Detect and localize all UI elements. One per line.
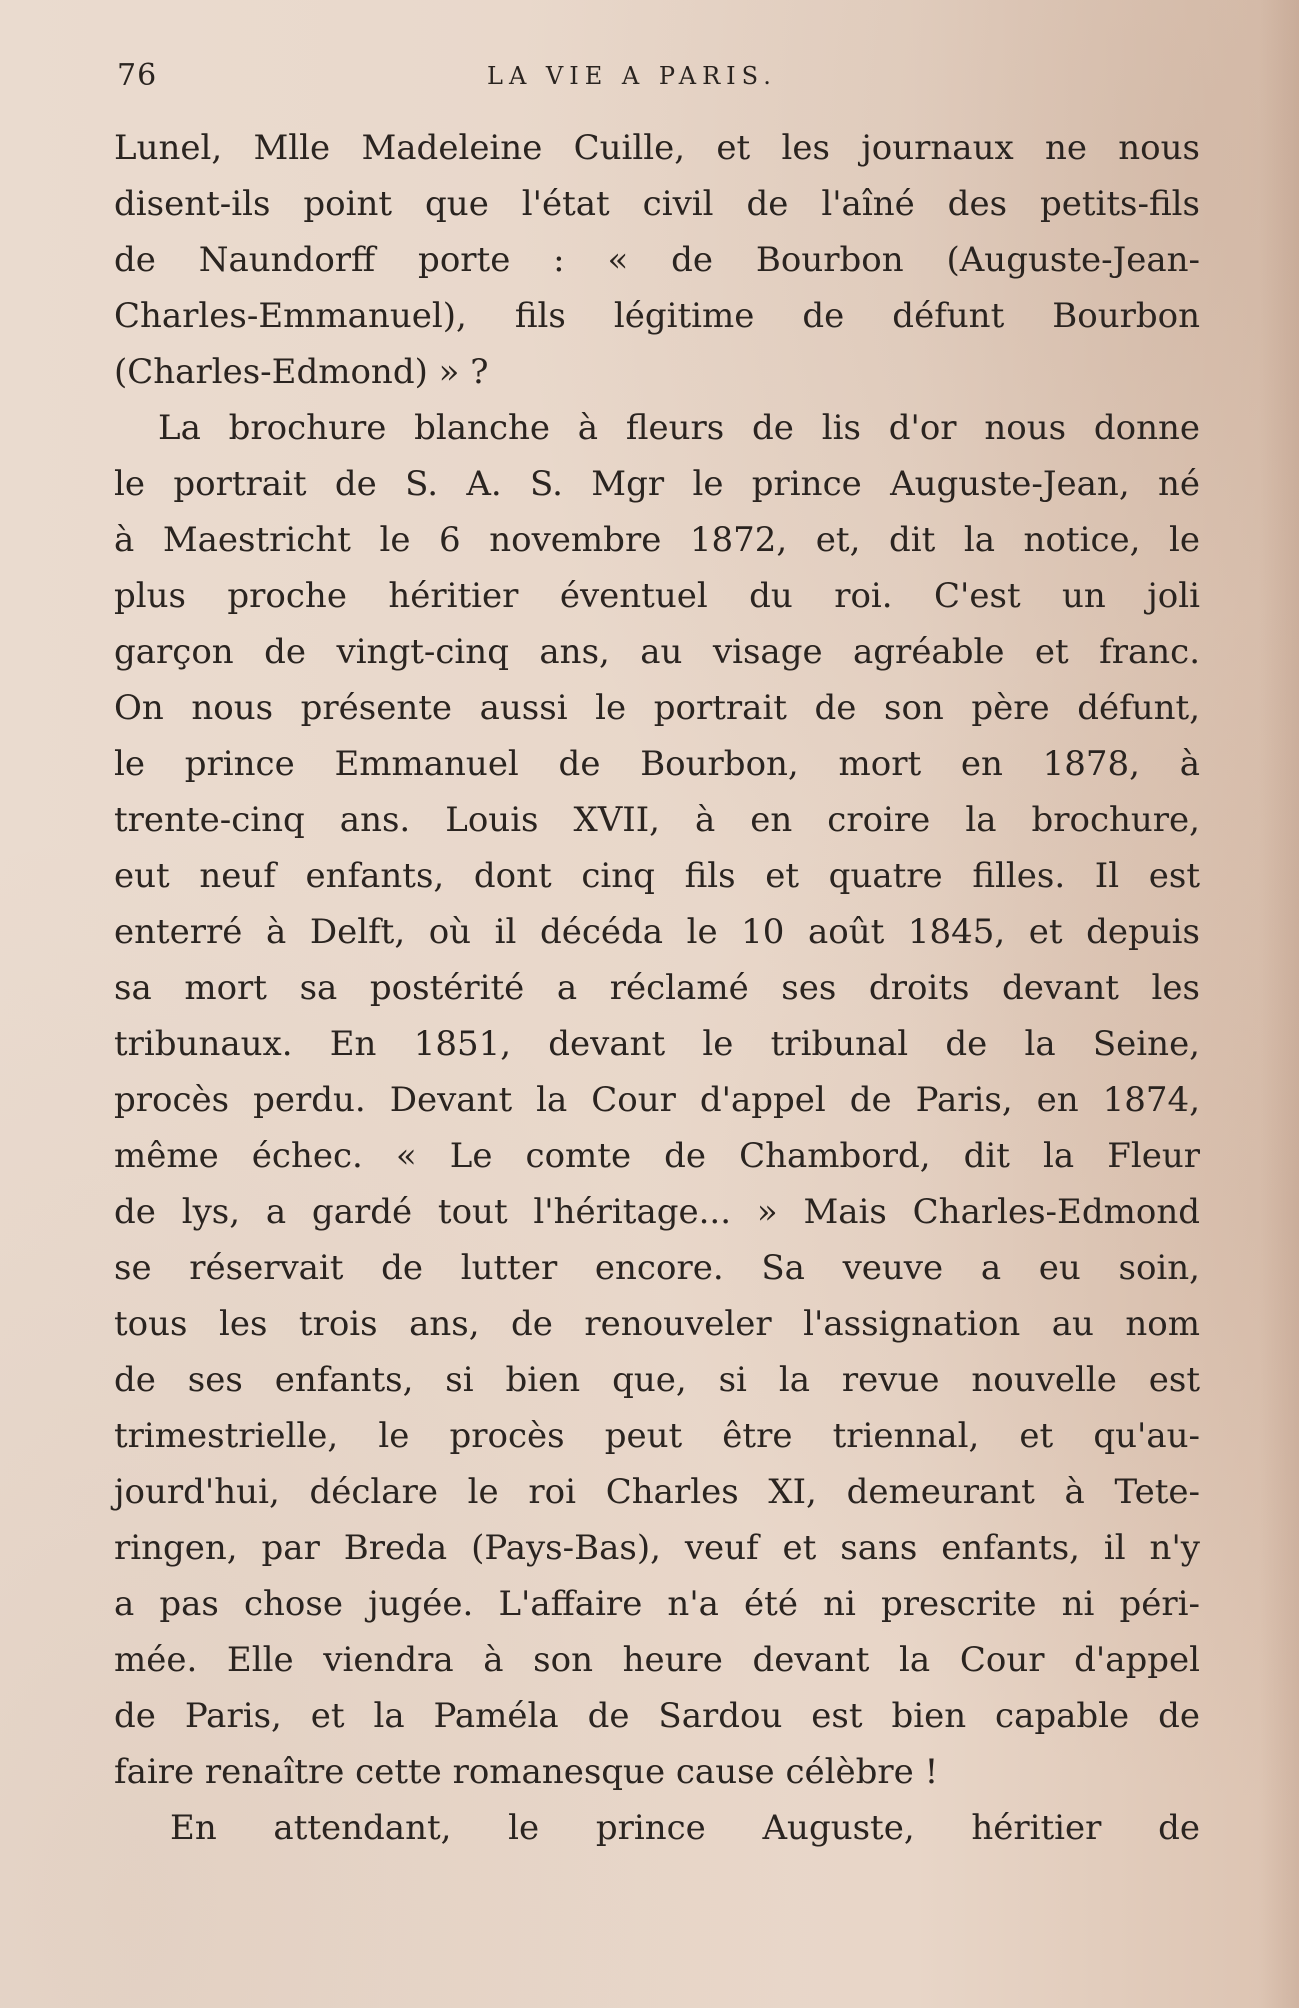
page-header (117, 58, 1202, 98)
text-line: procès perdu. Devant la Cour d'appel de Paris, en 1874, (114, 1080, 1200, 1120)
text-line: de Naundorff porte : « de Bourbon (Auguste-Jean- (114, 240, 1200, 280)
text-line: jourd'hui, déclare le roi Charles XI, demeurant à Tete- (114, 1472, 1200, 1512)
text-line: à Maestricht le 6 novembre 1872, et, dit la notice, le (114, 520, 1200, 560)
text-line: même échec. « Le comte de Chambord, dit la Fleur (114, 1136, 1200, 1176)
text-line: En attendant, le prince Auguste, héritier de (170, 1808, 1200, 1848)
text-line: Charles-Emmanuel), fils légitime de défunt Bourbon (114, 296, 1200, 336)
text-line: le portrait de S. A. S. Mgr le prince Auguste-Jean, né (114, 464, 1200, 504)
text-line: La brochure blanche à fleurs de lis d'or nous donne (158, 408, 1200, 448)
page-number: 76 (117, 58, 158, 93)
text-line: le prince Emmanuel de Bourbon, mort en 1878, à (114, 744, 1200, 784)
text-line: se réservait de lutter encore. Sa veuve a eu soin, (114, 1248, 1200, 1288)
text-line: enterré à Delft, où il décéda le 10 août 1845, et depuis (114, 912, 1200, 952)
text-line: de ses enfants, si bien que, si la revue nouvelle est (114, 1360, 1200, 1400)
text-line: (Charles-Edmond) » ? (114, 352, 489, 392)
text-line: Lunel, Mlle Madeleine Cuille, et les journaux ne nous (114, 128, 1200, 168)
body-text (114, 120, 1200, 1856)
text-line: tous les trois ans, de renouveler l'assignation au nom (114, 1304, 1200, 1344)
text-line: garçon de vingt-cinq ans, au visage agréable et franc. (114, 632, 1200, 672)
text-line: faire renaître cette romanesque cause célèbre ! (114, 1752, 939, 1792)
text-line: trimestrielle, le procès peut être triennal, et qu'au- (114, 1416, 1200, 1456)
running-head: LA VIE A PARIS. (487, 62, 777, 90)
text-line: disent-ils point que l'état civil de l'aîné des petits-fils (114, 184, 1200, 224)
text-line: mée. Elle viendra à son heure devant la Cour d'appel (114, 1640, 1200, 1680)
text-line: ringen, par Breda (Pays-Bas), veuf et sans enfants, il n'y (114, 1528, 1200, 1568)
text-line: sa mort sa postérité a réclamé ses droits devant les (114, 968, 1200, 1008)
page-edge-shadow (1259, 0, 1299, 2008)
text-line: On nous présente aussi le portrait de son père défunt, (114, 688, 1200, 728)
text-line: tribunaux. En 1851, devant le tribunal de la Seine, (114, 1024, 1200, 1064)
text-line: de Paris, et la Paméla de Sardou est bien capable de (114, 1696, 1200, 1736)
text-line: plus proche héritier éventuel du roi. C'est un joli (114, 576, 1200, 616)
text-line: a pas chose jugée. L'affaire n'a été ni prescrite ni péri- (114, 1584, 1200, 1624)
text-line: eut neuf enfants, dont cinq fils et quatre filles. Il est (114, 856, 1200, 896)
text-line: de lys, a gardé tout l'héritage... » Mais Charles-Edmond (114, 1192, 1200, 1232)
text-line: trente-cinq ans. Louis XVII, à en croire la brochure, (114, 800, 1200, 840)
